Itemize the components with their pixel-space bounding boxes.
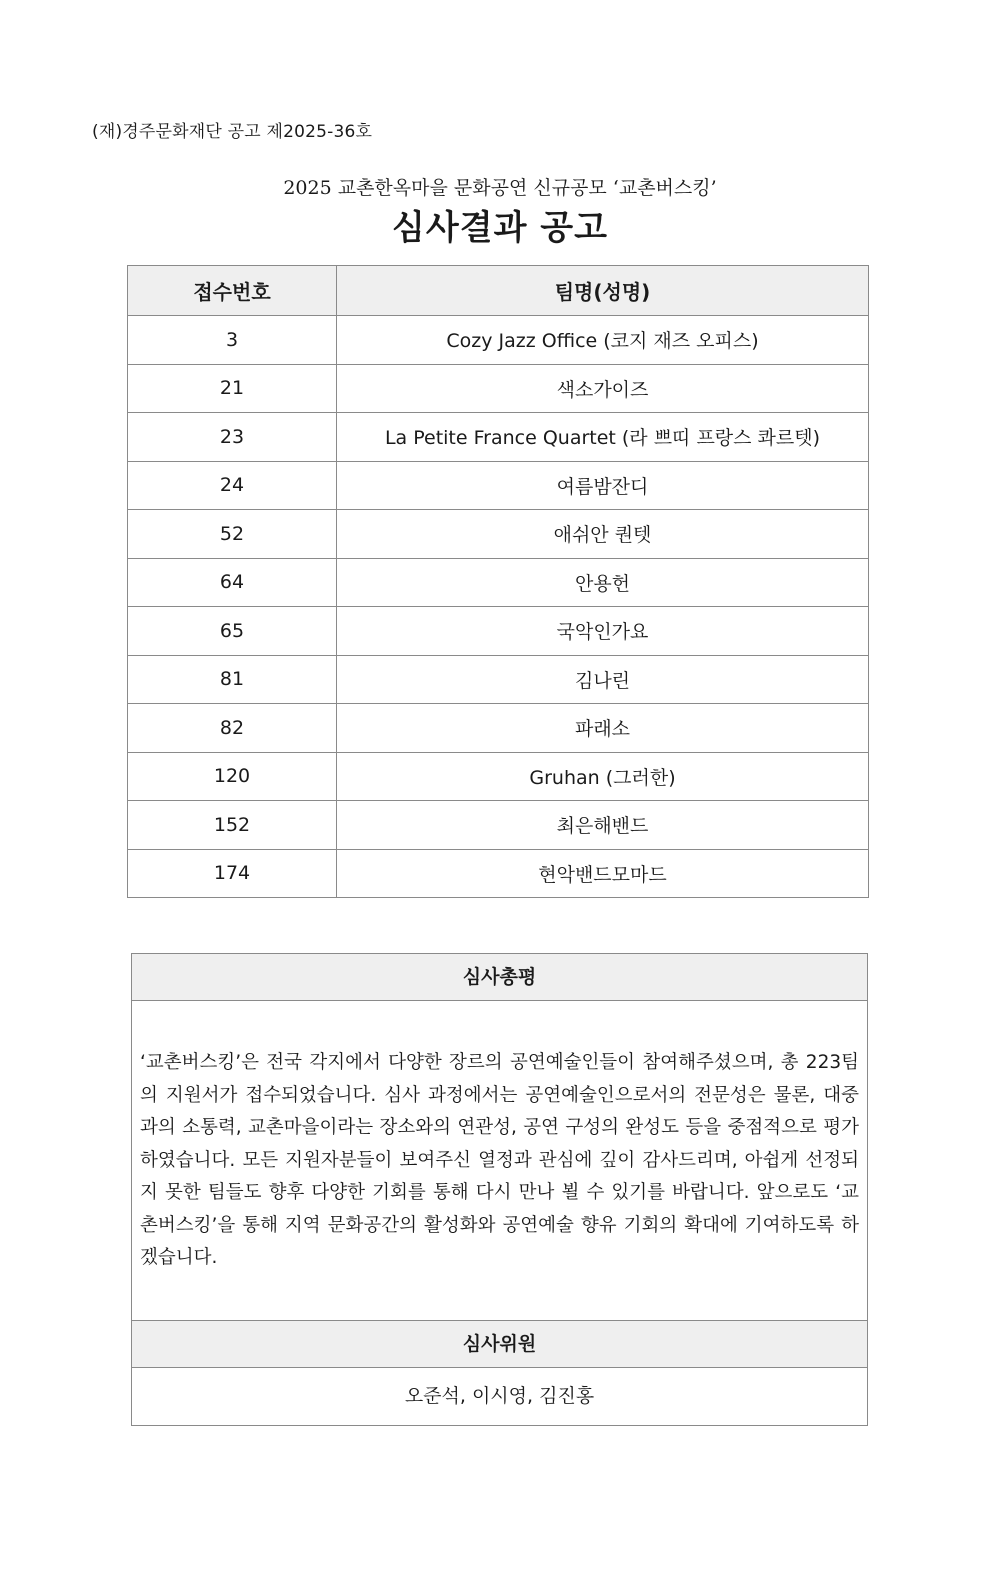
table-row <box>128 461 869 510</box>
table-row <box>128 413 869 462</box>
judges-heading: 심사위원 <box>132 1321 867 1368</box>
table-row <box>128 704 869 753</box>
team-name: 안용헌 <box>337 558 869 607</box>
registration-number: 23 <box>128 413 337 462</box>
announcement-subtitle: 2025 교촌한옥마을 문화공연 신규공모 ‘교촌버스킹’ <box>283 177 717 199</box>
table-row <box>128 607 869 656</box>
table-header-row <box>128 266 869 316</box>
registration-number: 52 <box>128 510 337 559</box>
registration-number: 81 <box>128 655 337 704</box>
table-row <box>128 364 869 413</box>
team-name: 국악인가요 <box>337 607 869 656</box>
review-summary-text: ‘교촌버스킹’은 전국 각지에서 다양한 장르의 공연예술인들이 참여해주셨으며, 총 223팀의 지원서가 접수되었습니다. 심사 과정에서는 공연예술인으로서의 전문성은 물론, 대중과의 소통력, 교촌마을이라는 장소와의 연관성, 공연 구성의 완성도 등을 중점적으로 평가하였습니다. 모든 지원자분들이 보여주신 열정과 관심에 깊이 감사드리며, 아쉽게 선정되지 못한 팀들도 향후 다양한 기회를 통해 다시 만나 뵐 수 있기를 바랍니다. 앞으로도 ‘교촌버스킹’을 통해 지역 문화공간의 활성화와 공연예술 향유 기회의 확대에 기여하도록 하겠습니다. <box>132 1001 867 1321</box>
review-box <box>131 953 868 1426</box>
review-summary-heading: 심사총평 <box>132 954 867 1001</box>
table-row <box>128 655 869 704</box>
team-name: 최은해밴드 <box>337 801 869 850</box>
team-name: La Petite France Quartet (라 쁘띠 프랑스 콰르텟) <box>337 413 869 462</box>
registration-number: 65 <box>128 607 337 656</box>
registration-number: 3 <box>128 316 337 365</box>
table-row <box>128 752 869 801</box>
notice-number: (재)경주문화재단 공고 제2025-36호 <box>92 122 373 142</box>
column-header-team-name: 팀명(성명) <box>337 266 869 316</box>
registration-number: 64 <box>128 558 337 607</box>
table-row <box>128 849 869 898</box>
team-name: 김나린 <box>337 655 869 704</box>
team-name: 애쉬안 퀀텟 <box>337 510 869 559</box>
page-title: 심사결과 공고 <box>392 208 608 248</box>
column-header-registration-number: 접수번호 <box>128 266 337 316</box>
registration-number: 120 <box>128 752 337 801</box>
registration-number: 21 <box>128 364 337 413</box>
registration-number: 24 <box>128 461 337 510</box>
team-name: Cozy Jazz Office (코지 재즈 오피스) <box>337 316 869 365</box>
table-row <box>128 558 869 607</box>
team-name: 현악밴드모마드 <box>337 849 869 898</box>
results-table <box>127 265 869 898</box>
team-name: Gruhan (그러한) <box>337 752 869 801</box>
registration-number: 82 <box>128 704 337 753</box>
registration-number: 152 <box>128 801 337 850</box>
team-name: 색소가이즈 <box>337 364 869 413</box>
table-row <box>128 316 869 365</box>
table-row <box>128 801 869 850</box>
team-name: 여름밤잔디 <box>337 461 869 510</box>
table-row <box>128 510 869 559</box>
judges-names: 오준석, 이시영, 김진홍 <box>404 1385 595 1407</box>
team-name: 파래소 <box>337 704 869 753</box>
registration-number: 174 <box>128 849 337 898</box>
